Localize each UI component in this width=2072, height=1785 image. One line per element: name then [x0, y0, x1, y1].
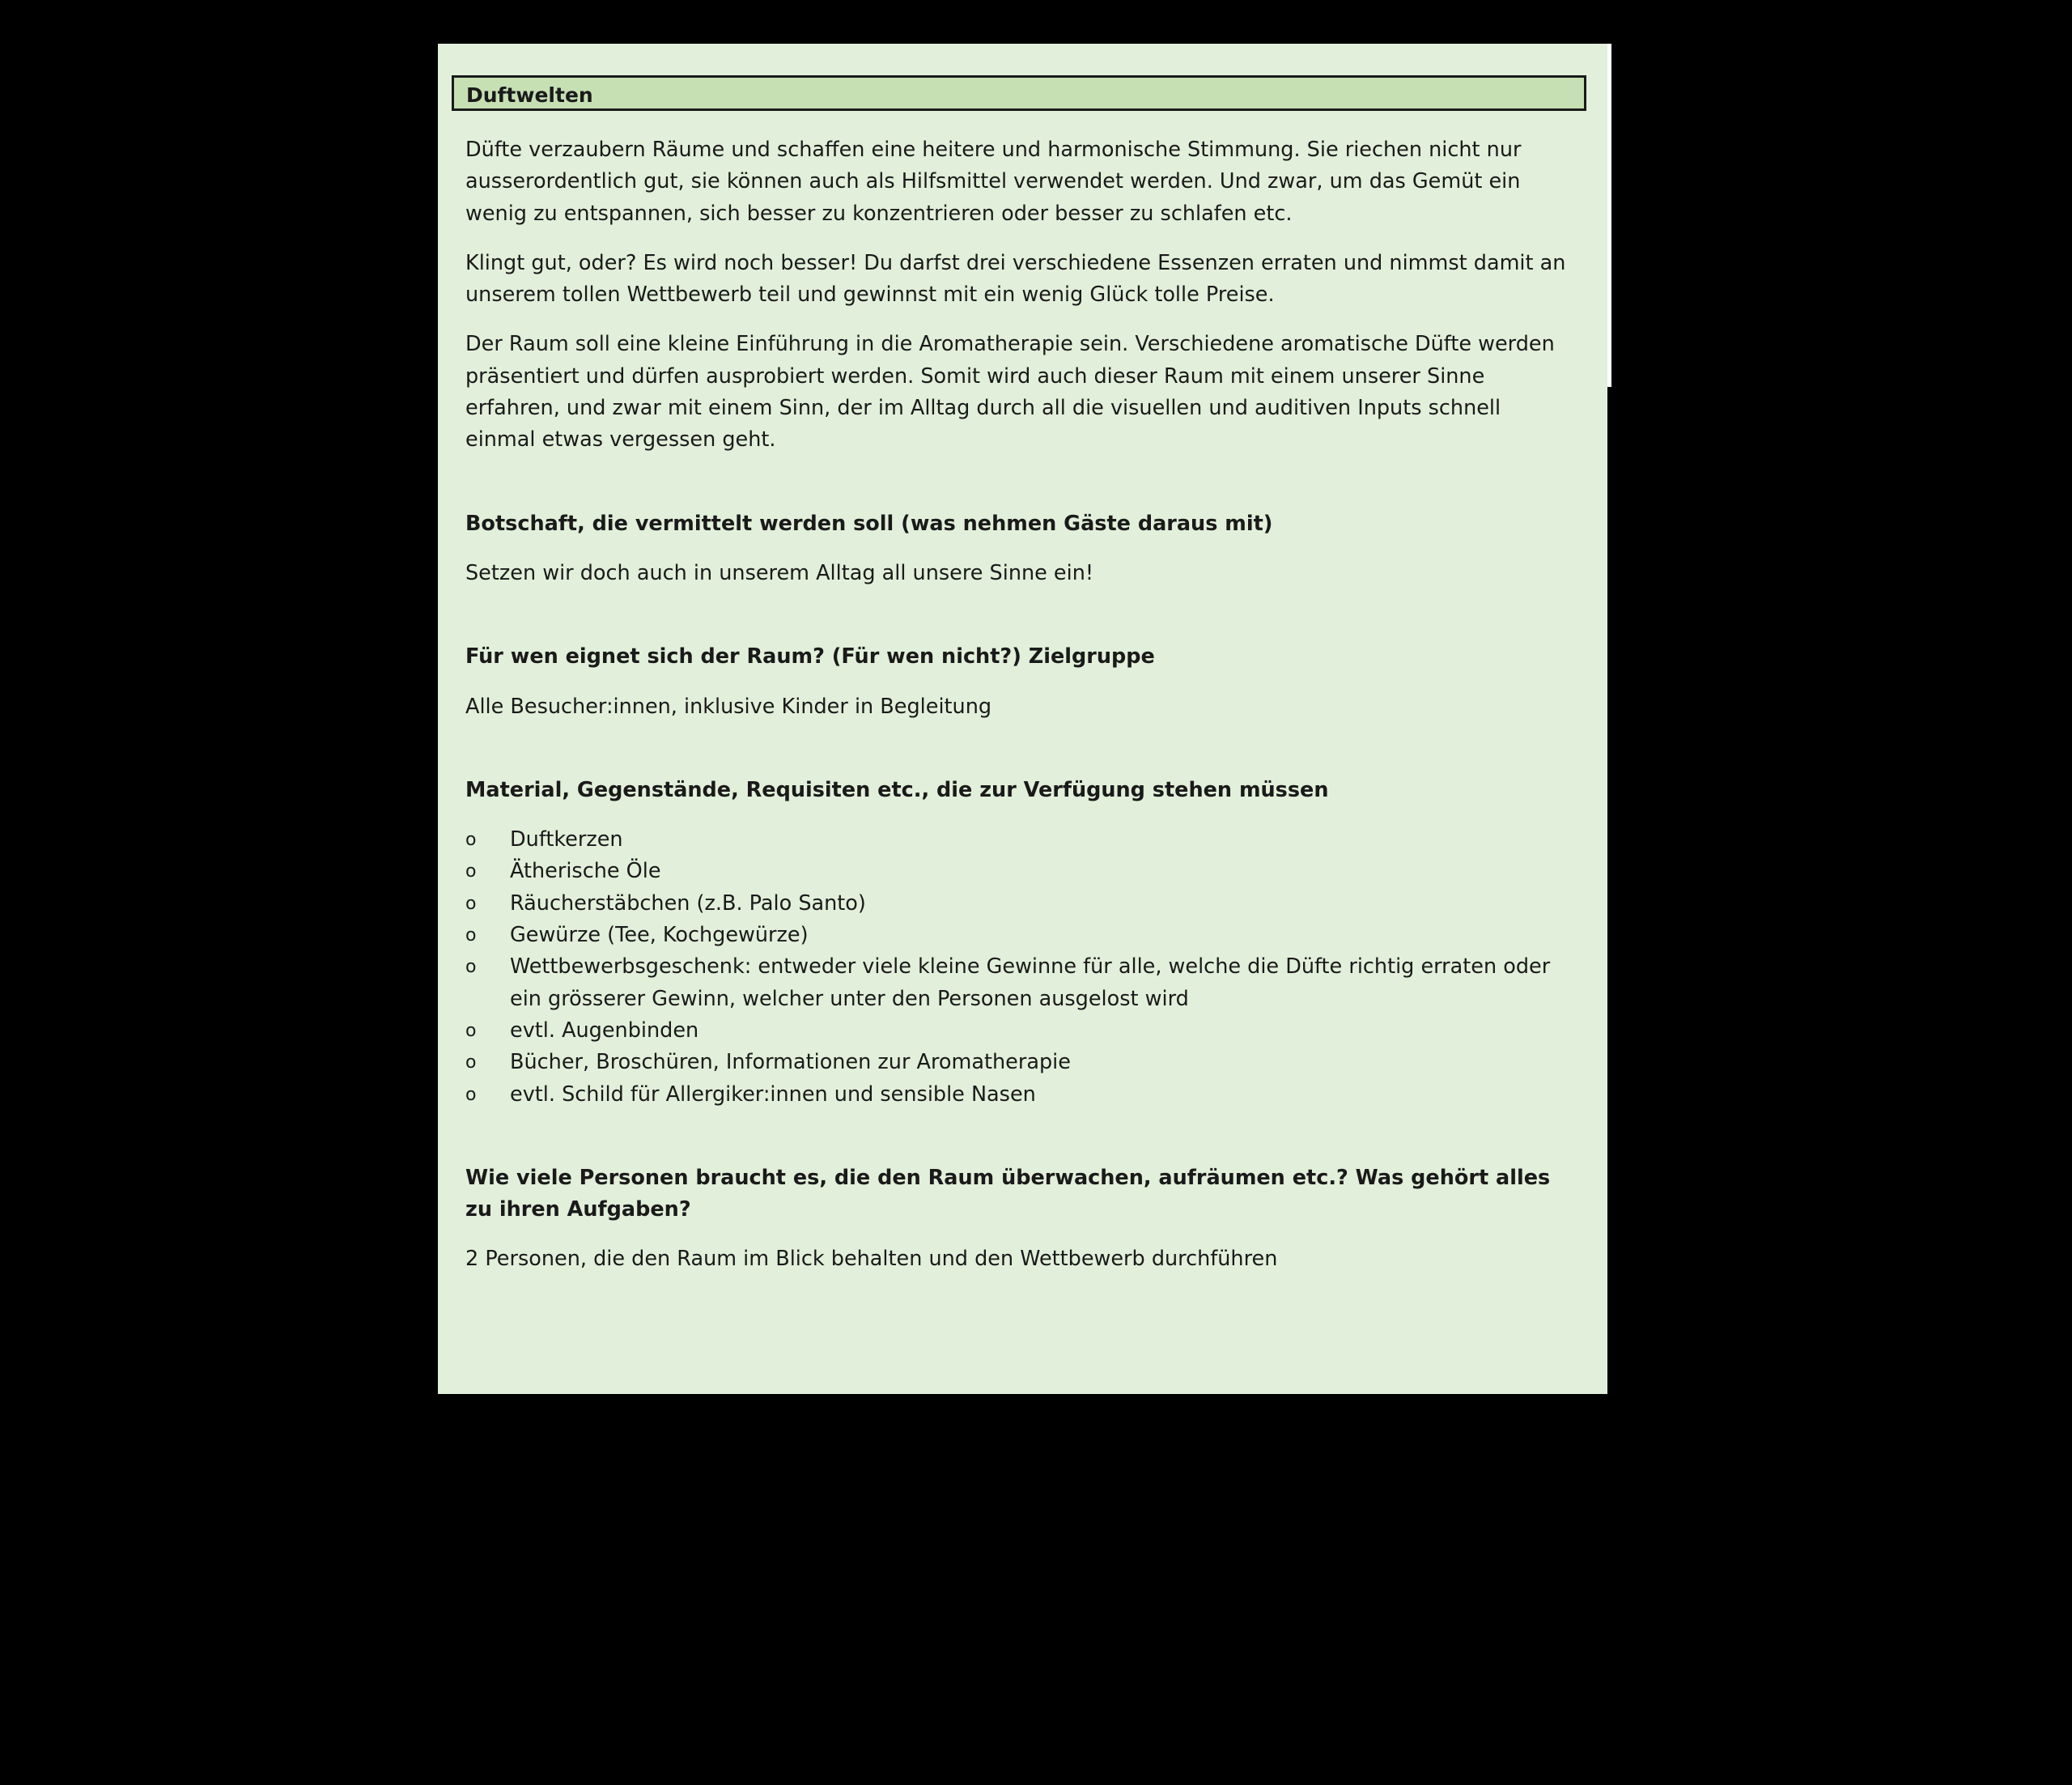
document-title: Duftwelten: [466, 83, 593, 107]
message-heading: Botschaft, die vermittelt werden soll (was nehmen Gäste daraus mit): [465, 511, 1273, 536]
list-item-text: Räucherstäbchen (z.B. Palo Santo): [510, 890, 866, 916]
bullet-icon: o: [465, 1084, 477, 1105]
bullet-icon: o: [465, 957, 477, 978]
list-item-text: Gewürze (Tee, Kochgewürze): [510, 923, 809, 948]
list-item: [465, 1015, 1574, 1047]
list-item-text: Ätherische Öle: [510, 859, 661, 884]
list-item: [465, 888, 1574, 920]
bullet-icon: o: [465, 893, 477, 914]
bullet-icon: o: [465, 830, 477, 851]
list-item-text: evtl. Schild für Allergiker:innen und sensible Nasen: [510, 1082, 1036, 1107]
intro-paragraph-3: Der Raum soll eine kleine Einführung in die Aromatherapie sein. Verschiedene aromatische Düfte werden präsentiert und dürfen ausprobiert werden. Somit wird auch dieser Raum mit einem unserer Sinne erfahren, und zwar mit einem Sinn, der im Alltag durch all die visuellen und auditiven Inputs schnell einmal etwas vergessen geht.: [465, 332, 1555, 453]
bullet-icon: o: [465, 861, 477, 882]
list-item-text: Wettbewerbsgeschenk: entweder viele kleine Gewinne für alle, welche die Düfte richtig erraten oder ein grösserer Gewinn, welcher unter den Personen ausgelost wird: [510, 954, 1551, 1011]
list-item-text: evtl. Augenbinden: [510, 1018, 699, 1043]
staff-text: 2 Personen, die den Raum im Blick behalten und den Wettbewerb durchführen: [465, 1247, 1278, 1272]
document-content: [465, 134, 1574, 1276]
list-item: [465, 1079, 1574, 1111]
list-item: [465, 920, 1574, 951]
staff-heading: Wie viele Personen braucht es, die den Raum überwachen, aufräumen etc.? Was gehört alles zu ihren Aufgaben?: [465, 1165, 1551, 1222]
list-item: [465, 856, 1574, 887]
bullet-icon: o: [465, 925, 477, 946]
list-item-text: Bücher, Broschüren, Informationen zur Aromatherapie: [510, 1050, 1071, 1075]
bullet-icon: o: [465, 1020, 477, 1041]
list-item: [465, 1047, 1574, 1078]
materials-list: [465, 824, 1574, 1111]
audience-text: Alle Besucher:innen, inklusive Kinder in Begleitung: [465, 694, 992, 719]
intro-paragraph-2: Klingt gut, oder? Es wird noch besser! Du darfst drei verschiedene Essenzen erraten und nimmst damit an unserem tollen Wettbewerb teil und gewinnst mit ein wenig Glück tolle Preise.: [465, 250, 1566, 308]
message-text: Setzen wir doch auch in unserem Alltag all unsere Sinne ein!: [465, 560, 1094, 585]
intro-paragraph-1: Düfte verzaubern Räume und schaffen eine heitere und harmonische Stimmung. Sie riechen nicht nur ausserordentlich gut, sie können auch als Hilfsmittel verwendet werden. Und zwar, um das Gemüt ein wenig zu entspannen, sich besser zu konzentrieren oder besser zu schlafen etc.: [465, 138, 1522, 226]
audience-heading: Für wen eignet sich der Raum? (Für wen nicht?) Zielgruppe: [465, 644, 1155, 669]
bullet-icon: o: [465, 1052, 477, 1073]
list-item-text: Duftkerzen: [510, 827, 623, 852]
document-title-bar: [452, 75, 1586, 111]
list-item: [465, 951, 1574, 1015]
page-edge-strip: [1607, 44, 1611, 387]
materials-heading: Material, Gegenstände, Requisiten etc., die zur Verfügung stehen müssen: [465, 777, 1329, 802]
list-item: [465, 824, 1574, 856]
